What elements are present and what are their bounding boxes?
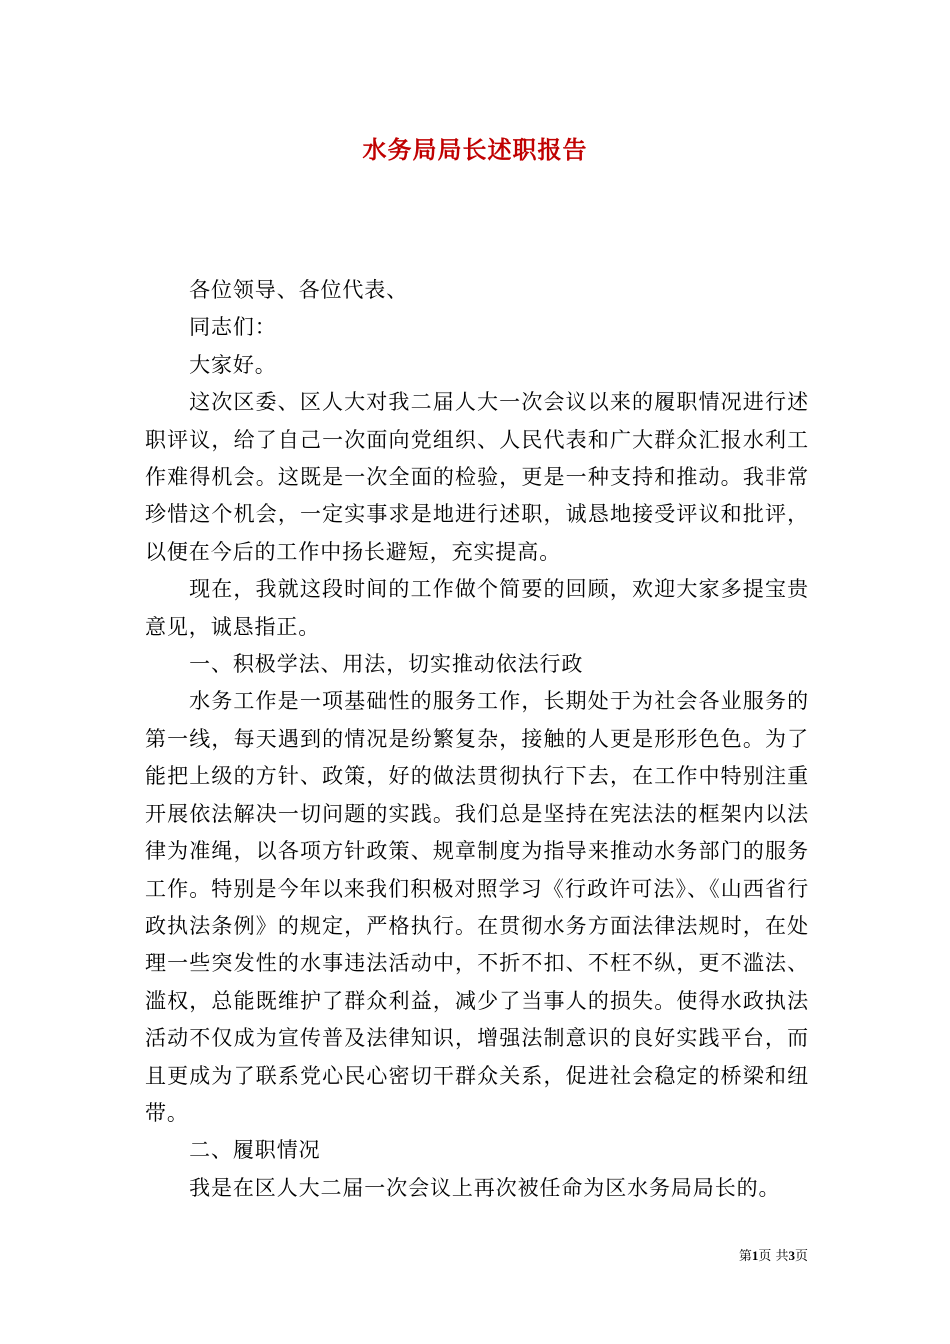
footer-suffix: 页 <box>794 1249 808 1264</box>
section-heading-1: 一、积极学法、用法，切实推动依法行政 <box>189 652 584 677</box>
paragraph-salutation-1: 各位领导、各位代表、 <box>189 278 409 302</box>
paragraph-greeting: 大家好。 <box>189 352 277 377</box>
document-body <box>145 272 809 1207</box>
footer-current-page: 1 <box>751 1248 759 1263</box>
paragraph-section-2: 我是在区人大二届一次会议上再次被任命为区水务局局长的。 <box>189 1175 781 1200</box>
document-title: 水务局局长述职报告 <box>362 135 588 164</box>
paragraph-salutation-2: 同志们： <box>189 315 277 340</box>
paragraph-intro: 这次区委、区人大对我二届人大一次会议以来的履职情况进行述职评议，给了自己一次面向党组织、人民代表和广大群众汇报水利工作难得机会。这既是一次全面的检验，更是一种支持和推动。我非常珍惜这个机会，一定实事求是地进行述职，诚恳地接受评议和批评，以便在今后的工作中扬长避短，充实提高。 <box>145 390 809 564</box>
paragraph-review: 现在，我就这段时间的工作做个简要的回顾，欢迎大家多提宝贵意见，诚恳指正。 <box>145 577 809 639</box>
page-number-footer <box>0 1247 808 1266</box>
section-heading-2: 二、履职情况 <box>189 1138 321 1163</box>
footer-middle: 页 共 <box>758 1249 789 1264</box>
footer-prefix: 第 <box>738 1249 752 1264</box>
footer-total-pages: 3 <box>788 1248 795 1263</box>
paragraph-section-1: 水务工作是一项基础性的服务工作，长期处于为社会各业服务的第一线，每天遇到的情况是纷繁复杂，接触的人更是形形色色。为了能把上级的方针、政策，好的做法贯彻执行下去，在工作中特别注重开展依法解决一切问题的实践。我们总是坚持在宪法法的框架内以法律为准绳，以各项方针政策、规章制度为指导来推动水务部门的服务工作。特别是今年以来我们积极对照学习《行政许可法》、《山西省行政执法条例》的规定，严格执行。在贯彻水务方面法律法规时，在处理一些突发性的水事违法活动中，不折不扣、不枉不纵，更不滥法、滥权，总能既维护了群众利益，减少了当事人的损失。使得水政执法活动不仅成为宣传普及法律知识，增强法制意识的良好实践平台，而且更成为了联系党心民心密切干群众关系，促进社会稳定的桥梁和纽带。 <box>145 689 809 1125</box>
